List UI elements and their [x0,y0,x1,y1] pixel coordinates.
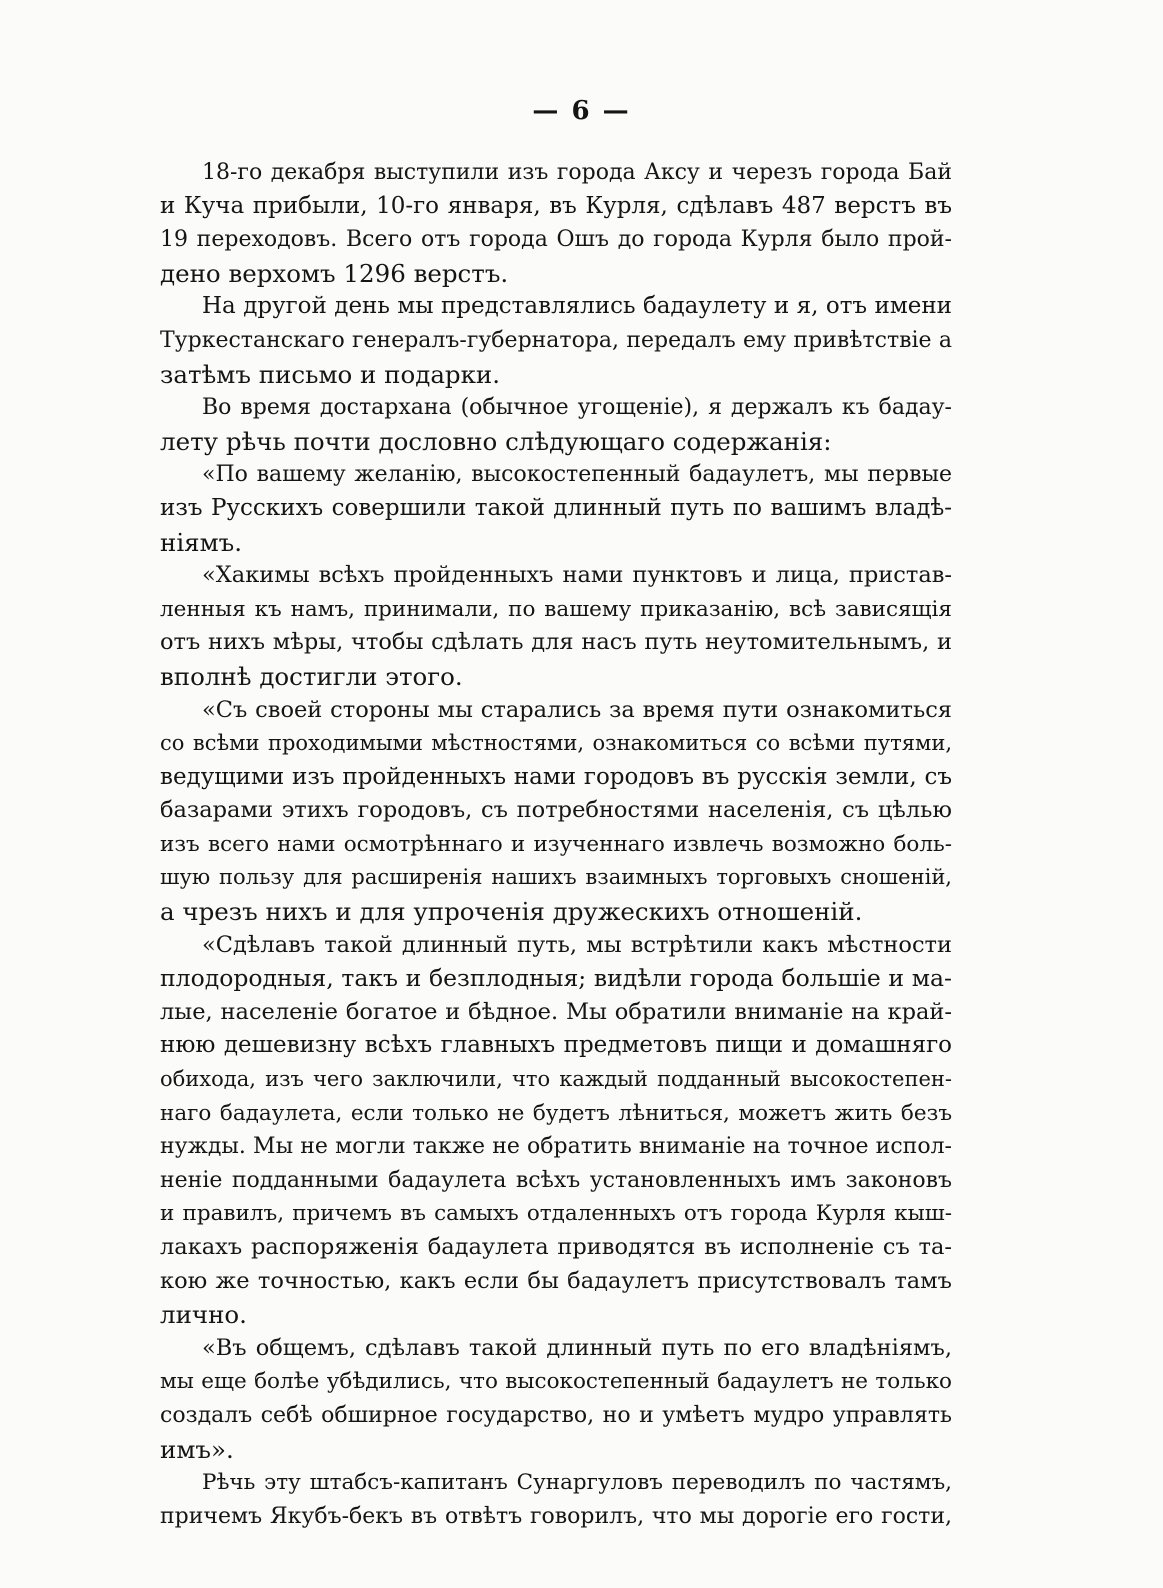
text-line: лые, населеніе богатое и бѣдное. Мы обратили вниманіе на край- [160,998,952,1025]
text-line: ніямъ. [160,527,243,557]
page-number: — 6 — [532,96,631,126]
text-line: создалъ себѣ обширное государство, но и умѣетъ мудро управлять [160,1402,952,1428]
text-line: нюю дешевизну всѣхъ главныхъ предметовъ пищи и домашняго [160,1032,952,1059]
text-line: шую пользу для расширенія нашихъ взаимныхъ торговыхъ сношеній, [160,865,952,890]
text-line: отъ нихъ мѣры, чтобы сдѣлать для насъ путь неутомительнымъ, и [160,629,952,656]
text-line: «Хакимы всѣхъ пройденныхъ нами пунктовъ и лица, пристав- [202,562,952,589]
text-line: изъ Русскихъ совершили такой длинный путь по вашимъ владѣ- [160,494,952,521]
text-line: мы еще болѣе убѣдились, что высокостепенный бадаулетъ не только [160,1369,952,1395]
text-line: причемъ Якубъ-бекъ въ отвѣтъ говорилъ, что мы дорогіе его гости, [160,1503,952,1529]
text-line: дено верхомъ 1296 верстъ. [160,258,509,288]
text-line: 19 переходовъ. Всего отъ города Ошъ до города Курля было прой- [160,227,952,253]
text-line: На другой день мы представлялись бадаулету и я, отъ имени [202,293,952,320]
text-line: неніе подданными бадаулета всѣхъ установленныхъ имъ законовъ [160,1167,952,1193]
text-line: ведущими изъ пройденныхъ нами городовъ въ русскія земли, съ [160,763,952,790]
text-line: имъ». [160,1434,234,1464]
text-line: изъ всего нами осмотрѣннаго и изученнаго извлечь возможно боль- [160,831,952,857]
text-line: «Въ общемъ, сдѣлавъ такой длинный путь по его владѣніямъ, [202,1334,952,1361]
text-line: «По вашему желанію, высокостепенный бадаулетъ, мы первые [202,462,952,488]
text-line: обихода, изъ чего заключили, что каждый подданный высокостепен- [160,1067,952,1092]
text-line: плодородныя, такъ и безплодныя; видѣли города большіе и ма- [160,964,952,993]
text-line: «Сдѣлавъ такой длинный путь, мы встрѣтили какъ мѣстности [202,931,952,958]
text-line: Туркестанскаго генералъ-губернатора, передалъ ему привѣтствіе а [160,327,952,353]
text-line: Рѣчь эту штабсъ-капитанъ Сунаргуловъ переводилъ по частямъ, [202,1470,952,1496]
text-line: лету рѣчь почти дословно слѣдующаго содержанія: [160,426,832,456]
text-line: нужды. Мы не могли также не обратить вниманіе на точное испол- [160,1134,952,1160]
text-line: и правилъ, причемъ въ самыхъ отдаленныхъ отъ города Курля кыш- [160,1201,952,1227]
text-line: базарами этихъ городовъ, съ потребностями населенія, съ цѣлью [160,797,952,824]
text-line: «Съ своей стороны мы старались за время пути ознакомиться [202,696,952,723]
text-line: а чрезъ нихъ и для упроченія дружескихъ отношеній. [160,897,863,927]
text-line: 18-го декабря выступили изъ города Аксу и черезъ города Бай [202,160,952,185]
text-line: лично. [160,1300,247,1330]
text-line: лакахъ распоряженія бадаулета приводятся въ исполненіе съ та- [160,1234,952,1260]
text-line: со всѣми проходимыми мѣстностями, ознакомиться со всѣми путями, [160,731,952,756]
text-line: кою же точностью, какъ если бы бадаулетъ присутствовалъ тамъ [160,1267,952,1294]
text-line: Во время достархана (обычное угощеніе), я держалъ къ бадау- [202,395,952,421]
text-line: вполнѣ достигли этого. [160,661,463,691]
text-line: наго бадаулета, если только не будетъ лѣниться, можетъ жить безъ [160,1100,952,1126]
text-line: и Куча прибыли, 10-го января, въ Курля, сдѣлавъ 487 верстъ въ [160,192,952,219]
body-text [160,156,952,1533]
text-line: затѣмъ письмо и подарки. [160,359,501,389]
text-line: ленныя къ намъ, принимали, по вашему приказанію, всѣ зависящія [160,596,952,622]
